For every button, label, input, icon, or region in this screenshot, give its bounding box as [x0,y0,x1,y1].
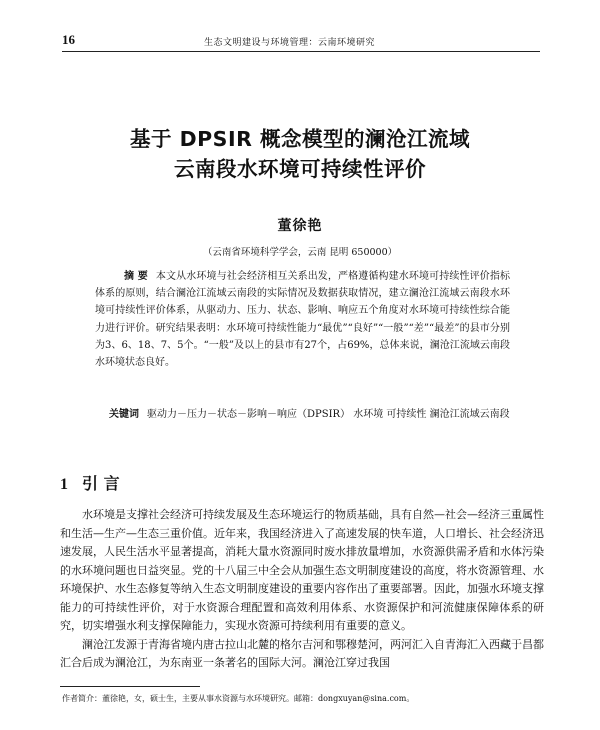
author-name: 董徐艳 [277,218,323,234]
footnote-rule [60,686,200,687]
section-title: 引 言 [82,474,120,493]
section-heading-introduction [60,471,120,494]
paper-title-line-2: 云南段水环境可持续性评价 [174,157,426,181]
abstract-label: 摘 要 [124,271,148,282]
abstract [95,268,510,371]
running-head [62,30,540,52]
header-rule [62,51,540,52]
paper-title-line-1: 基于 DPSIR 概念模型的澜沧江流域 [130,127,470,151]
journal-title: 生态文明建设与环境管理：云南环境研究 [204,38,376,48]
author-affiliation: （云南省环境科学学会，云南 昆明 650000） [202,247,398,258]
author-footnote: 作者简介：董徐艳，女，硕士生，主要从事水资源与水环境研究。邮箱：dongxuyan@sina.com。 [62,694,415,703]
section-number: 1 [60,476,68,493]
keywords-text: 驱动力－压力－状态－影响－响应（DPSIR） 水环境 可持续性 澜沧江流域云南段 [147,409,510,420]
body-text [60,506,544,673]
body-paragraph-1: 水环境是支撑社会经济可持续发展及生态环境运行的物质基础，具有自然—社会—经济三重属性和生活—生产—生态三重价值。近年来，我国经济进入了高速发展的快车道，人口增长、社会经济迅速发展，人民生活水平显著提高，消耗大量水资源同时废水排放量增加，水资源供需矛盾和水体污染的水环境问题也日益突显。党的十八届三中全会从加强生态文明制度建设的高度，将水资源管理、水环境保护、水生态修复等纳入生态文明制度建设的重要内容作出了重要部署。因此，加强水环境支撑能力的可持续性评价，对于水资源合理配置和高效利用体系、水资源保护和河流健康保障体系的研究，切实增强水利支撑保障能力，实现水资源可持续利用有重要的意义。 [60,508,544,632]
abstract-text: 本文从水环境与社会经济相互关系出发，严格遵循构建水环境可持续性评价指标体系的原则，结合澜沧江流域云南段的实际情况及数据获取情况，建立澜沧江流域云南段水环境可持续性评价体系，从驱动力、压力、状态、影响、响应五个角度对水环境可持续性综合能力进行评价。研究结果表明：水环境可持续性能力“最优”“良好”“一般”“差”“最差”的县市分别为3、6、18、7、5个。“一般”及以上的县市有27个，占69%，总体来说，澜沧江流域云南段水环境状态良好。 [95,271,511,369]
body-paragraph-2: 澜沧江发源于青海省境内唐古拉山北麓的格尔吉河和鄂穆楚河，两河汇入自青海汇入西藏于昌都汇合后成为澜沧江，为东南亚一条著名的国际大河。澜沧江穿过我国 [60,637,544,669]
page-number: 16 [62,32,75,47]
keywords [95,406,510,423]
keywords-label: 关键词 [109,409,139,420]
